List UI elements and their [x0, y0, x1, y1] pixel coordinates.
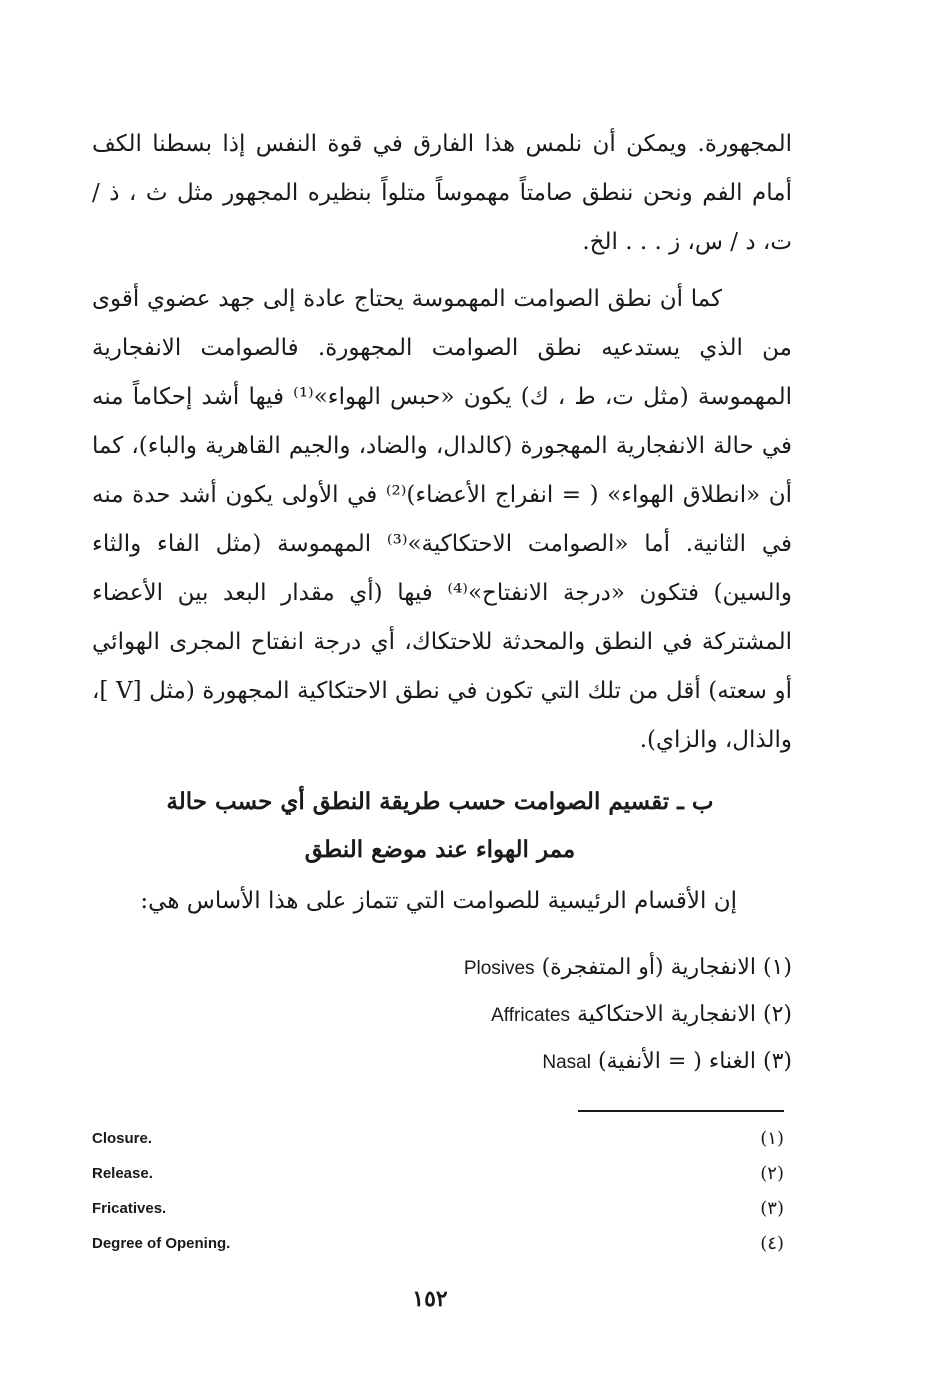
- list-item: [92, 1039, 792, 1086]
- page-number: ١٥٢: [412, 1286, 448, 1312]
- section-heading-line-1: ب ـ تقسيم الصوامت حسب طريقة النطق أي حسب حالة: [166, 788, 714, 815]
- list-item-number: (١): [762, 955, 792, 980]
- footnote: [92, 1126, 792, 1161]
- footnote-text: Release.: [92, 1165, 153, 1182]
- list-item-number: (٢): [762, 1002, 792, 1027]
- list-item-english: Nasal: [542, 1052, 591, 1073]
- footnote-text: Degree of Opening.: [92, 1235, 231, 1252]
- paragraph-1: المجهورة. ويمكن أن نلمس هذا الفارق في قوة النفس إذا بسطنا الكف أمام الفم ونحن ننطق صامتاً مهموساً متلواً بنظيره المجهور مثل ث ، ذ / ت، د / س، ز . . . الخ.: [92, 131, 792, 255]
- list-item: [92, 992, 792, 1039]
- intro-sentence: إن الأقسام الرئيسية للصوامت التي تتماز على هذا الأساس هي:: [140, 888, 737, 914]
- list-item-english: Affricates: [491, 1005, 570, 1026]
- footnote-number: (١): [760, 1128, 784, 1149]
- section-heading-line-2: ممر الهواء عند موضع النطق: [304, 836, 576, 863]
- list-item-number: (٣): [762, 1049, 792, 1074]
- footnote: [92, 1161, 792, 1196]
- list-item-arabic: الانفجارية (أو المتفجرة): [541, 955, 756, 980]
- body-text: [92, 120, 792, 765]
- footnote-text: Closure.: [92, 1130, 153, 1147]
- footnote-divider: [578, 1110, 784, 1112]
- footnote: [92, 1196, 792, 1231]
- list-item: [92, 945, 792, 992]
- list-item-arabic: الانفجارية الاحتكاكية: [576, 1002, 756, 1027]
- footnote: [92, 1231, 792, 1266]
- list-item-arabic: الغناء ( = الأنفية): [597, 1049, 756, 1074]
- section-heading: [120, 778, 760, 874]
- list-item-english: Plosives: [463, 958, 535, 979]
- footnotes: [92, 1126, 792, 1266]
- footnote-number: (٢): [760, 1163, 784, 1184]
- footnote-number: (٣): [760, 1198, 784, 1219]
- paragraph-2: كما أن نطق الصوامت المهموسة يحتاج عادة إلى جهد عضوي أقوى من الذي يستدعيه نطق الصوامت المجهورة. فالصوامت الانفجارية المهموسة (مثل ت، ط ، ك) يكون «حبس الهواء»⁽¹⁾ فيها أشد إحكاماً منه في حالة الانفجارية المهجورة (كالدال، والضاد، والجيم القاهرية والباء)، كما أن «انطلاق الهواء» ( = انفراج الأعضاء)⁽²⁾ في الأولى يكون أشد حدة منه في الثانية. أما «الصوامت الاحتكاكية»⁽³⁾ المهموسة (مثل الفاء والثاء والسين) فتكون «درجة الانفتاح»⁽⁴⁾ فيها (أي مقدار البعد بين الأعضاء المشتركة في النطق والمحدثة للاحتكاك، أي درجة انفتاح المجرى الهوائي أو سعته) أقل من تلك التي تكون في نطق الاحتكاكية المجهورة (مثل [V ]، والذال، والزاي).: [92, 286, 793, 753]
- consonant-category-list: [92, 945, 792, 1086]
- footnote-number: (٤): [760, 1233, 784, 1254]
- footnote-text: Fricatives.: [92, 1200, 167, 1217]
